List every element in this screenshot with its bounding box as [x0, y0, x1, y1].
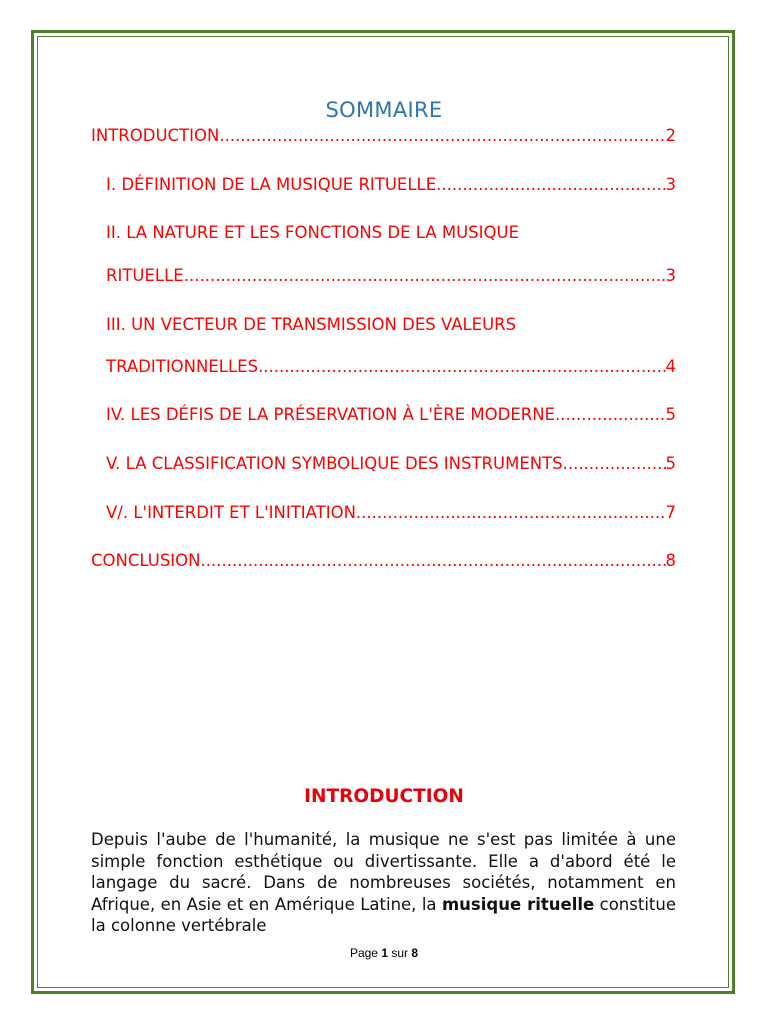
footer-total-pages: 8 — [411, 946, 419, 960]
toc-entry-label: TRADITIONNELLES — [106, 357, 259, 376]
toc-leader-dots — [219, 126, 665, 145]
toc-entry-label: CONCLUSION — [91, 551, 201, 570]
toc-entry-page: 8 — [665, 551, 676, 570]
toc-entry-vecteur[interactable] — [106, 357, 676, 376]
toc-entry-label: I. DÉFINITION DE LA MUSIQUE RITUELLE — [106, 175, 437, 194]
toc-entry-nature-line1[interactable]: II. LA NATURE ET LES FONCTIONS DE LA MUSIQUE — [106, 223, 520, 242]
toc-entry-classification[interactable] — [106, 454, 676, 473]
toc-leader-dots — [436, 175, 665, 194]
toc-entry-page: 3 — [665, 266, 676, 285]
toc-entry-label: V/. L'INTERDIT ET L'INITIATION — [106, 503, 356, 522]
toc-entry-page: 3 — [665, 175, 676, 194]
toc-entry-label: INTRODUCTION — [91, 126, 220, 145]
footer-page-word: Page — [349, 946, 378, 960]
toc-entry-nature[interactable] — [106, 266, 676, 285]
intro-text-start: Depuis l'aube de l'humanité, la musique ne s'est pas limitée à une simple fonction esthétique ou divertissante. Elle a d'abord été le langage du sacré. Dans de nombreuses sociétés, notamment en Afrique, en Asie et en Amérique Latine, la — [91, 830, 676, 914]
toc-entry-page: 4 — [665, 357, 676, 376]
toc-leader-dots — [555, 405, 665, 424]
toc-entry-introduction[interactable] — [91, 126, 676, 145]
toc-entry-page: 5 — [665, 405, 676, 424]
toc-entry-page: 2 — [665, 126, 676, 145]
toc-leader-dots — [184, 266, 666, 285]
introduction-paragraph — [91, 829, 676, 934]
intro-text-bold: musique rituelle — [441, 894, 595, 914]
toc-entry-label: RITUELLE — [106, 266, 184, 285]
toc-entry-vecteur-line1[interactable]: III. UN VECTEUR DE TRANSMISSION DES VALEURS — [106, 315, 517, 334]
toc-leader-dots — [563, 454, 666, 473]
page-footer — [0, 946, 768, 960]
toc-entry-label: IV. LES DÉFIS DE LA PRÉSERVATION À L'ÈRE MODERNE — [106, 405, 556, 424]
toc-leader-dots — [356, 503, 666, 522]
toc-entry-definition[interactable] — [106, 175, 676, 194]
toc-title: SOMMAIRE — [325, 98, 443, 122]
footer-of-word: sur — [391, 946, 409, 960]
toc-leader-dots — [201, 551, 666, 570]
introduction-heading: INTRODUCTION — [304, 786, 464, 807]
toc-entry-interdit[interactable] — [106, 503, 676, 522]
toc-entry-page: 7 — [665, 503, 676, 522]
intro-text-end: constitue la colonne vertébrale — [91, 894, 676, 934]
toc-entry-page: 5 — [665, 454, 676, 473]
toc-entry-label: V. LA CLASSIFICATION SYMBOLIQUE DES INSTRUMENTS — [106, 454, 563, 473]
toc-leader-dots — [258, 357, 665, 376]
footer-current-page: 1 — [381, 946, 388, 960]
toc-entry-conclusion[interactable] — [91, 551, 676, 570]
toc-entry-defis[interactable] — [106, 405, 676, 424]
